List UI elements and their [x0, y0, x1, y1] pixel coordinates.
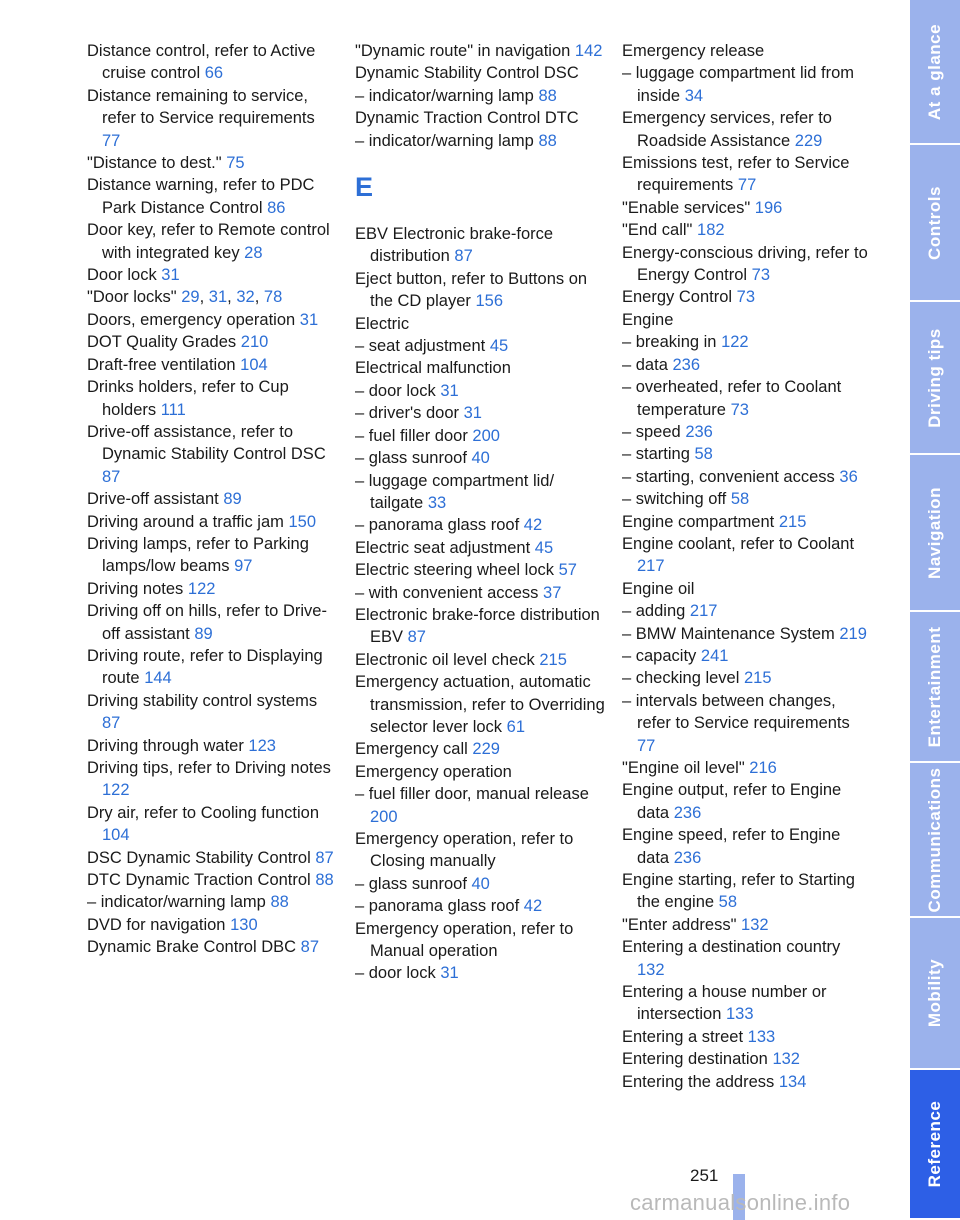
index-entry-text: Distance warning, refer to PDC Park Distance Control [87, 176, 315, 217]
index-entry-text: – luggage compartment lid from inside [622, 64, 855, 105]
page-reference-link[interactable]: 122 [187, 579, 216, 598]
index-entry-text: – starting [622, 445, 690, 464]
index-entry [622, 219, 872, 241]
page-reference-link[interactable]: 45 [489, 337, 509, 356]
index-entry [87, 488, 337, 510]
page-reference-link[interactable]: 182 [697, 221, 725, 240]
index-entry [355, 895, 605, 917]
index-entry-text: Emergency operation, refer to Closing manually [355, 830, 574, 871]
index-entry [355, 761, 605, 783]
page-reference-link[interactable]: 156 [475, 292, 504, 311]
index-entry-text: – data [622, 355, 668, 374]
index-entry-text: – switching off [622, 490, 727, 509]
page-reference-link[interactable]: 31 [299, 310, 319, 329]
index-entry [87, 511, 337, 533]
page-reference-link[interactable]: 87 [407, 628, 426, 647]
index-entry-text: DVD for navigation [87, 915, 226, 934]
index-entry [87, 802, 337, 847]
index-column-3 [622, 40, 872, 1093]
index-entry [87, 936, 337, 958]
index-entry-text: "Enable services" [622, 198, 751, 217]
sidebar-tab-navigation[interactable] [910, 455, 960, 612]
index-entry [622, 869, 872, 914]
index-entry-text: Energy Control [622, 288, 733, 307]
index-entry-text: Electric [355, 314, 410, 333]
index-entry [87, 891, 337, 913]
index-entry-text: Energy-conscious driving, refer to Energy Control [622, 243, 868, 285]
index-entry [355, 873, 605, 895]
index-entry [622, 40, 872, 62]
index-entry-text: DSC Dynamic Stability Control [87, 848, 311, 867]
index-entry-text: Electronic brake-force distribution EBV [355, 605, 600, 647]
index-entry-text: – intervals between changes, refer to Service requirements [622, 691, 850, 733]
page-reference-link[interactable]: 236 [685, 422, 713, 441]
page-reference-link[interactable]: 241 [700, 646, 729, 665]
page-reference-link[interactable]: 144 [144, 669, 172, 688]
page-reference-link[interactable]: 97 [234, 557, 253, 576]
index-entry [355, 470, 605, 515]
index-column-1 [87, 40, 337, 959]
index-entry [355, 425, 605, 447]
index-entry [622, 936, 872, 981]
index-entry [355, 671, 605, 738]
page-reference-link[interactable]: 32 [236, 288, 255, 307]
index-entry-text: "Dynamic route" in navigation [355, 42, 571, 60]
page-reference-link[interactable]: 28 [244, 243, 263, 262]
index-entry [87, 40, 337, 85]
index-entry [355, 783, 605, 828]
page-reference-link[interactable]: 216 [749, 759, 777, 777]
index-entry-text: "Enter address" [622, 915, 737, 934]
index-entry-text: "Engine oil level" [622, 759, 745, 777]
section-sidebar [910, 0, 960, 1220]
index-entry-text: – panorama glass roof [355, 897, 520, 916]
index-entry [622, 1026, 872, 1048]
index-entry [87, 914, 337, 936]
page-reference-link[interactable]: 88 [538, 131, 557, 150]
page-reference-link[interactable]: 229 [472, 740, 500, 759]
index-entry [87, 847, 337, 869]
sidebar-tab-label: At a glance [925, 23, 944, 120]
index-entry-text: – door lock [355, 964, 436, 983]
index-entry-text: Draft-free ventilation [87, 355, 236, 374]
index-entry [355, 107, 605, 129]
index-entry-text: – glass sunroof [355, 449, 467, 468]
page-reference-link[interactable]: 36 [839, 467, 858, 486]
page-reference-link[interactable]: 130 [230, 915, 258, 934]
index-entry-text: Door key, refer to Remote control with integrated key [87, 221, 330, 262]
index-entry-text: Driving notes [87, 579, 184, 598]
index-entry [87, 757, 337, 802]
index-entry [355, 582, 605, 604]
index-entry-text: Dynamic Brake Control DBC [87, 938, 297, 957]
index-entry [622, 623, 872, 645]
index-entry [87, 152, 337, 174]
page-reference-link[interactable]: 132 [637, 960, 665, 979]
sidebar-tab-label: Mobility [925, 958, 944, 1028]
index-entry [355, 313, 605, 335]
index-entry [622, 690, 872, 757]
page-reference-link[interactable]: 75 [226, 154, 245, 173]
index-entry [622, 779, 872, 824]
index-entry-text: – BMW Maintenance System [622, 624, 835, 643]
index-entry-text: Emergency operation [355, 762, 512, 781]
index-entry-text: – starting, convenient access [622, 467, 835, 486]
page-reference-link[interactable]: 77 [737, 176, 757, 195]
index-entry-text: – capacity [622, 646, 697, 665]
page-reference-link[interactable]: 31 [208, 288, 228, 307]
index-entry-text: Engine coolant, refer to Coolant [622, 534, 855, 553]
page-reference-link[interactable]: 57 [558, 561, 577, 580]
page-reference-link[interactable]: 215 [539, 650, 567, 669]
page-reference-link[interactable]: 58 [730, 490, 750, 509]
index-entry: "Door locks" 29, 31, 32, 78 [87, 288, 283, 307]
index-entry [622, 354, 872, 376]
page-reference-link[interactable]: 210 [240, 333, 269, 352]
sidebar-tab-label: Controls [925, 185, 944, 260]
index-entry [355, 357, 605, 379]
index-entry-text: – indicator/warning lamp [87, 893, 266, 912]
page-reference-link[interactable]: 217 [689, 602, 718, 621]
page-number: 251 [690, 1166, 719, 1185]
page-reference-link[interactable]: 236 [672, 355, 700, 374]
page-reference-link[interactable]: 58 [694, 445, 713, 464]
index-entry-text: Entering a house number or intersection [622, 983, 827, 1024]
index-entry [622, 376, 872, 421]
index-entry-text: "Distance to dest." [87, 154, 222, 173]
index-entry [355, 604, 605, 649]
sidebar-tab-label: Communications [925, 767, 944, 912]
page-reference-link[interactable]: 78 [263, 288, 283, 307]
index-entry-text: Driving off on hills, refer to Drive-off assistant [87, 602, 327, 643]
index-entry-text: Doors, emergency operation [87, 310, 296, 329]
index-entry-text: – glass sunroof [355, 874, 467, 893]
page-reference-link[interactable]: 40 [471, 449, 490, 468]
index-entry-text: Emergency operation, refer to Manual operation [355, 919, 574, 961]
index-entry-text: Drive-off assistant [87, 490, 219, 509]
page-reference-link[interactable]: 236 [673, 848, 702, 867]
index-entry [355, 738, 605, 760]
page-reference-link[interactable]: 77 [102, 131, 121, 150]
index-entry-text: Entering a street [622, 1027, 744, 1046]
page-reference-link[interactable]: 89 [223, 490, 242, 509]
index-entry [622, 645, 872, 667]
page-reference-link[interactable]: 73 [730, 400, 749, 419]
index-entry-text: – luggage compartment lid/ tailgate [355, 471, 555, 512]
page-reference-link[interactable]: 87 [102, 714, 121, 733]
index-entry [87, 85, 337, 152]
index-entry [622, 914, 872, 936]
index-entry-text: Engine output, refer to Engine data [622, 781, 842, 822]
index-entry-text: – fuel filler door [355, 426, 468, 445]
index-entry-text: Engine [622, 310, 674, 329]
index-entry [87, 869, 337, 891]
index-entry-text: – breaking in [622, 333, 717, 352]
index-entry [87, 578, 337, 600]
index-entry [355, 828, 605, 873]
page-reference-link[interactable]: 45 [534, 538, 554, 557]
index-entry-text: Driving through water [87, 736, 244, 755]
page-reference-link[interactable]: 88 [315, 871, 334, 890]
sidebar-tab-label: Navigation [925, 486, 944, 579]
page-reference-link[interactable]: 142 [574, 42, 603, 60]
sidebar-tab-at-a-glance[interactable] [910, 0, 960, 145]
page-reference-link[interactable]: 134 [778, 1072, 807, 1091]
index-entry-text: Engine starting, refer to Starting the engine [622, 871, 855, 912]
sidebar-tab-driving-tips[interactable] [910, 302, 960, 455]
page-reference-link[interactable]: 87 [315, 848, 334, 867]
index-entry [355, 559, 605, 581]
index-entry [622, 981, 872, 1026]
index-entry [622, 152, 872, 197]
index-entry [87, 735, 337, 757]
page-reference-link[interactable]: 215 [778, 512, 807, 531]
page-reference-link[interactable]: 87 [454, 247, 473, 266]
index-entry-text: Distance control, refer to Active cruise control [87, 42, 316, 83]
page-reference-link[interactable]: 122 [721, 333, 749, 352]
index-entry-text: Driving lamps, refer to Parking lamps/low beams [87, 534, 309, 576]
index-entry-text: Driving route, refer to Displaying route [87, 646, 323, 688]
index-entry [87, 331, 337, 353]
watermark: carmanualsonline.info [630, 1190, 851, 1215]
index-entry [87, 264, 337, 286]
index-entry [87, 219, 337, 264]
page-reference-link[interactable]: 73 [751, 266, 771, 285]
index-entry-text: – seat adjustment [355, 337, 486, 356]
index-entry-text: Emergency services, refer to Roadside Assistance [622, 109, 832, 150]
index-entry [622, 1071, 872, 1093]
index-entry [87, 533, 337, 578]
index-entry-text: Electrical malfunction [355, 359, 511, 378]
index-entry-text: Engine speed, refer to Engine data [622, 826, 841, 867]
index-entry [355, 85, 605, 107]
page-reference-link[interactable]: 217 [637, 557, 665, 576]
index-entry-text: – door lock [355, 381, 436, 400]
index-entry [622, 197, 872, 219]
index-entry-text: EBV Electronic brake-force distribution [355, 225, 554, 266]
index-entry-text: Drive-off assistance, refer to Dynamic Stability Control DSC [87, 422, 326, 464]
index-entry-text: – driver's door [355, 404, 460, 423]
page-reference-link[interactable]: 88 [538, 86, 557, 105]
index-entry-text: – adding [622, 602, 686, 621]
index-entry [355, 223, 605, 268]
index-entry-text: – indicator/warning lamp [355, 131, 534, 150]
index-entry-text: Driving stability control systems [87, 691, 318, 710]
index-entry [622, 62, 872, 107]
index-entry-text: Drinks holders, refer to Cup holders [87, 378, 289, 419]
index-entry [87, 421, 337, 488]
index-entry [355, 537, 605, 559]
section-letter-heading: E [355, 172, 374, 203]
index-entry-text: Entering the address [622, 1072, 775, 1091]
index-entry-text: Engine compartment [622, 512, 775, 531]
page-reference-link[interactable]: 200 [370, 807, 398, 826]
index-entry-text: Dry air, refer to Cooling function [87, 803, 320, 822]
index-entry-text: – checking level [622, 669, 740, 688]
page-reference-link[interactable]: 132 [741, 915, 769, 934]
index-entry [622, 286, 872, 308]
page-reference-link[interactable]: 31 [463, 404, 482, 423]
page-reference-link[interactable]: 37 [543, 583, 562, 602]
index-entry [622, 443, 872, 465]
page-reference-link[interactable]: 34 [684, 86, 704, 105]
index-entry [622, 667, 872, 689]
sidebar-tab-mobility[interactable] [910, 918, 960, 1070]
page-reference-link[interactable]: 40 [471, 874, 490, 893]
index-entry [87, 376, 337, 421]
page-reference-link[interactable]: 87 [102, 467, 121, 486]
page-reference-link[interactable]: 236 [673, 803, 702, 822]
page-reference-link[interactable]: 58 [718, 893, 738, 912]
index-entry [87, 690, 337, 735]
index-entry-text: Electric seat adjustment [355, 538, 531, 557]
page-reference-link[interactable]: 87 [300, 938, 320, 957]
index-entry-text: – overheated, refer to Coolant temperature [622, 378, 842, 419]
index-entry [622, 533, 872, 578]
index-entry [355, 447, 605, 469]
page-reference-link[interactable]: 219 [839, 624, 867, 643]
sidebar-tab-entertainment[interactable] [910, 612, 960, 763]
index-entry [355, 335, 605, 357]
index-entry [355, 40, 605, 62]
index-entry-text: Emergency actuation, automatic transmission, refer to Overriding selector lever lock [355, 673, 605, 736]
page-reference-link[interactable]: 89 [194, 624, 213, 643]
index-entry [355, 380, 605, 402]
index-entry [622, 488, 872, 510]
index-entry-text: "End call" [622, 221, 693, 240]
index-entry [87, 645, 337, 690]
index-entry [87, 309, 337, 331]
index-entry-text: – panorama glass roof [355, 516, 520, 535]
index-entry-text: Entering destination [622, 1050, 768, 1069]
index-entry-text: – indicator/warning lamp [355, 86, 534, 105]
index-entry-text: Dynamic Traction Control DTC [355, 109, 579, 128]
index-entry-text: Driving tips, refer to Driving notes [87, 759, 331, 777]
page-reference-link[interactable]: 229 [794, 131, 823, 150]
page-reference-link[interactable]: 104 [102, 826, 130, 845]
sidebar-tab-communications[interactable] [910, 763, 960, 918]
page-reference-link[interactable]: 150 [288, 512, 316, 531]
index-entry [622, 600, 872, 622]
index-entry [622, 309, 872, 331]
index-entry [355, 514, 605, 536]
page-reference-link[interactable]: 29 [181, 288, 200, 307]
index-entry [87, 354, 337, 376]
page-reference-link[interactable]: 88 [270, 893, 289, 912]
index-entry-text: Engine oil [622, 579, 695, 598]
index-entry-text: Electronic oil level check [355, 650, 535, 669]
page-reference-link[interactable]: 61 [506, 717, 526, 736]
page-reference-link[interactable]: 196 [754, 198, 783, 217]
index-entry-text: Driving around a traffic jam [87, 512, 284, 531]
page-reference-link[interactable]: 132 [772, 1050, 800, 1069]
page-reference-link[interactable]: 77 [637, 736, 656, 755]
index-entry-text: – speed [622, 422, 681, 441]
page-reference-link[interactable]: 31 [161, 266, 180, 285]
index-entry [87, 174, 337, 219]
index-entry [622, 757, 872, 779]
index-entry [622, 331, 872, 353]
index-entry [622, 824, 872, 869]
page-reference-link[interactable]: 133 [747, 1027, 776, 1046]
index-entry [622, 107, 872, 152]
index-entry-text: Emergency call [355, 740, 468, 759]
index-entry [622, 578, 872, 600]
index-entry [622, 1048, 872, 1070]
sidebar-tab-controls[interactable] [910, 145, 960, 302]
index-entry-text: "Door locks" [87, 288, 177, 307]
index-entry [355, 649, 605, 671]
page-reference-link[interactable]: 123 [248, 736, 276, 755]
page-reference-link[interactable]: 42 [523, 516, 543, 535]
page-reference-link[interactable]: 122 [102, 781, 130, 800]
index-entry [355, 402, 605, 424]
page-reference-link[interactable]: 215 [744, 669, 772, 688]
sidebar-tab-label: Driving tips [925, 327, 944, 428]
page-reference-link[interactable]: 66 [204, 64, 224, 83]
index-entry [355, 268, 605, 313]
index-entry-text: – fuel filler door, manual release [355, 785, 589, 804]
page-reference-link[interactable]: 86 [267, 198, 286, 217]
index-entry-text: Emissions test, refer to Service requirements [622, 154, 850, 195]
sidebar-tab-reference[interactable] [910, 1070, 960, 1220]
index-entry [355, 918, 605, 963]
page-reference-link[interactable]: 104 [240, 355, 268, 374]
page-reference-link[interactable]: 111 [160, 400, 186, 419]
index-entry-text: DTC Dynamic Traction Control [87, 871, 311, 890]
sidebar-tab-label: Entertainment [925, 626, 944, 747]
index-entry [622, 466, 872, 488]
index-entry-text: DOT Quality Grades [87, 333, 237, 352]
sidebar-tab-label: Reference [925, 1100, 944, 1188]
index-entry [622, 511, 872, 533]
index-entry [355, 130, 605, 152]
page-reference-link[interactable]: 73 [736, 288, 756, 307]
index-entry [355, 962, 605, 984]
index-column-2 [355, 40, 605, 985]
index-entry [622, 421, 872, 443]
page-reference-link[interactable]: 31 [440, 964, 459, 983]
page-reference-link[interactable]: 133 [725, 1005, 754, 1024]
index-entry-text: – with convenient access [355, 583, 539, 602]
index-entry [87, 600, 337, 645]
index-entry [622, 242, 872, 287]
page-reference-link[interactable]: 31 [440, 381, 459, 400]
index-entry-text: Dynamic Stability Control DSC [355, 64, 579, 83]
index-entry-text: Entering a destination country [622, 938, 841, 957]
index-entry-text: Electric steering wheel lock [355, 561, 554, 580]
page-reference-link[interactable]: 200 [472, 426, 500, 445]
page-reference-link[interactable]: 33 [427, 493, 447, 512]
page-reference-link[interactable]: 42 [523, 897, 543, 916]
index-entry-text: Emergency release [622, 42, 765, 60]
index-entry-text: Eject button, refer to Buttons on the CD player [355, 269, 588, 311]
index-entry-text: Door lock [87, 266, 157, 285]
index-entry [355, 62, 605, 84]
index-entry-text: Distance remaining to service, refer to Service requirements [87, 86, 315, 128]
